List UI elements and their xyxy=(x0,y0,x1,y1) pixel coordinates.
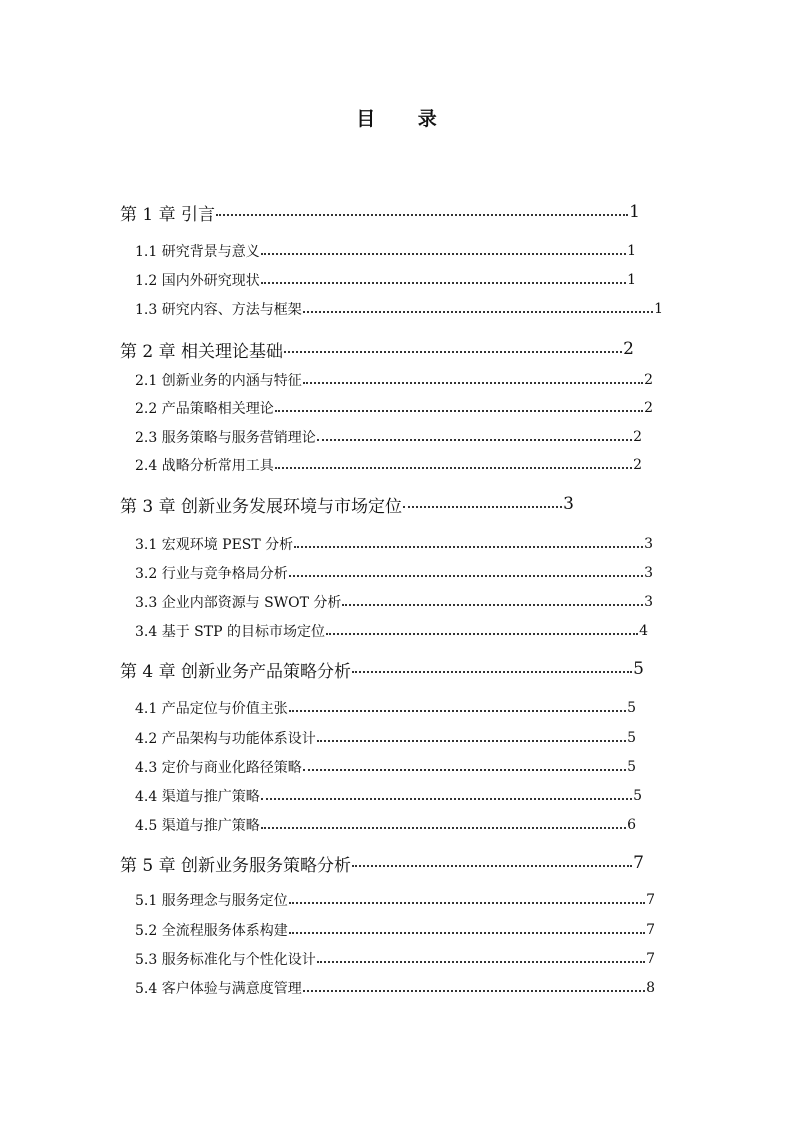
toc-page-number: 1 xyxy=(627,243,636,259)
toc-entry-title: 3.2 行业与竞争格局分析 xyxy=(135,566,288,582)
toc-entry-title: 5.2 全流程服务体系构建 xyxy=(135,923,288,939)
toc-entry-title: 第 1 章 引言 xyxy=(120,204,216,225)
toc-section-entry[interactable] xyxy=(135,532,653,556)
toc-section-entry[interactable] xyxy=(135,888,655,912)
toc-page-number: 8 xyxy=(646,980,655,996)
dot-leader xyxy=(294,545,643,548)
toc-entry-title: 4.1 产品定位与价值主张 xyxy=(135,701,288,717)
toc-chapter-entry[interactable] xyxy=(120,851,644,875)
toc-page-number: 3 xyxy=(563,494,574,514)
toc-section-entry[interactable] xyxy=(135,425,642,449)
toc-page-number: 6 xyxy=(627,817,636,833)
toc-chapter-entry[interactable] xyxy=(120,657,644,681)
toc-section-entry[interactable] xyxy=(135,297,663,321)
dot-leader xyxy=(352,864,632,867)
dot-leader xyxy=(317,960,645,963)
toc-page-number: 7 xyxy=(633,853,644,873)
dot-leader xyxy=(352,670,632,673)
toc-entry-title: 2.1 创新业务的内涵与特征 xyxy=(135,373,302,389)
toc-chapter-entry[interactable] xyxy=(120,337,634,361)
toc-entry-title: 2.2 产品策略相关理论 xyxy=(135,401,274,417)
toc-section-entry[interactable] xyxy=(135,453,642,477)
dot-leader xyxy=(317,739,626,742)
dot-leader xyxy=(284,350,622,353)
toc-page-number: 2 xyxy=(633,457,642,473)
dot-leader xyxy=(261,826,626,829)
toc-section-entry[interactable] xyxy=(135,813,636,837)
toc-entry-title: 4.4 渠道与推广策略 xyxy=(135,789,260,805)
toc-page-number: 7 xyxy=(646,922,655,938)
toc-entry-title: 2.3 服务策略与服务营销理论 xyxy=(135,430,316,446)
toc-entry-title: 3.1 宏观环境 PEST 分析 xyxy=(135,537,294,553)
toc-page-number: 3 xyxy=(644,565,653,581)
toc-page-number: 1 xyxy=(629,202,640,222)
dot-leader xyxy=(216,213,628,216)
toc-section-entry[interactable] xyxy=(135,696,636,720)
dot-leader xyxy=(317,438,632,441)
dot-leader xyxy=(403,505,562,508)
toc-section-entry[interactable] xyxy=(135,590,653,614)
dot-leader xyxy=(289,931,645,934)
toc-page-number: 3 xyxy=(644,594,653,610)
toc-chapter-entry[interactable] xyxy=(120,492,574,516)
toc-section-entry[interactable] xyxy=(135,561,653,585)
page-title: 目 录 xyxy=(356,108,455,130)
dot-leader xyxy=(289,574,643,577)
dot-leader xyxy=(303,768,626,771)
toc-section-entry[interactable] xyxy=(135,947,655,971)
toc-entry-title: 第 5 章 创新业务服务策略分析 xyxy=(120,855,352,876)
toc-entry-title: 第 4 章 创新业务产品策略分析 xyxy=(120,661,352,682)
dot-leader xyxy=(275,409,643,412)
toc-entry-title: 5.4 客户体验与满意度管理 xyxy=(135,981,302,997)
dot-leader xyxy=(289,709,626,712)
dot-leader xyxy=(303,989,645,992)
toc-page-number: 5 xyxy=(633,788,642,804)
toc-section-entry[interactable] xyxy=(135,976,655,1000)
toc-section-entry[interactable] xyxy=(135,239,636,263)
toc-chapter-entry[interactable] xyxy=(120,200,640,224)
toc-entry-title: 3.3 企业内部资源与 SWOT 分析 xyxy=(135,595,342,611)
toc-section-entry[interactable] xyxy=(135,396,653,420)
dot-leader xyxy=(261,252,626,255)
dot-leader xyxy=(261,797,632,800)
dot-leader xyxy=(275,466,632,469)
toc-entry-title: 4.5 渠道与推广策略 xyxy=(135,818,260,834)
toc-page-number: 5 xyxy=(627,759,636,775)
toc-section-entry[interactable] xyxy=(135,726,636,750)
toc-section-entry[interactable] xyxy=(135,368,653,392)
dot-leader xyxy=(326,632,638,635)
toc-section-entry[interactable] xyxy=(135,784,642,808)
toc-section-entry[interactable] xyxy=(135,268,636,292)
toc-section-entry[interactable] xyxy=(135,755,636,779)
toc-page-number: 5 xyxy=(627,700,636,716)
toc-entry-title: 5.1 服务理念与服务定位 xyxy=(135,893,288,909)
dot-leader xyxy=(289,901,645,904)
toc-entry-title: 3.4 基于 STP 的目标市场定位 xyxy=(135,624,325,640)
toc-page-number: 5 xyxy=(633,659,644,679)
dot-leader xyxy=(261,281,626,284)
toc-page-number: 1 xyxy=(654,301,663,317)
dot-leader xyxy=(342,603,643,606)
toc-entry-title: 1.2 国内外研究现状 xyxy=(135,273,260,289)
toc-entry-title: 1.1 研究背景与意义 xyxy=(135,244,260,260)
toc-section-entry[interactable] xyxy=(135,619,648,643)
toc-page-number: 7 xyxy=(646,892,655,908)
toc-entry-title: 4.3 定价与商业化路径策略 xyxy=(135,760,302,776)
toc-page-number: 1 xyxy=(627,272,636,288)
toc-entry-title: 第 3 章 创新业务发展环境与市场定位 xyxy=(120,496,403,517)
toc-entry-title: 2.4 战略分析常用工具 xyxy=(135,458,274,474)
toc-page-number: 2 xyxy=(633,429,642,445)
dot-leader xyxy=(303,381,643,384)
toc-page-number: 2 xyxy=(644,400,653,416)
toc-entry-title: 1.3 研究内容、方法与框架 xyxy=(135,302,302,318)
toc-page-number: 3 xyxy=(644,536,653,552)
dot-leader xyxy=(303,310,653,313)
toc-entry-title: 4.2 产品架构与功能体系设计 xyxy=(135,731,316,747)
toc-entry-title: 第 2 章 相关理论基础 xyxy=(120,341,284,362)
toc-entry-title: 5.3 服务标准化与个性化设计 xyxy=(135,952,316,968)
toc-page-number: 4 xyxy=(639,623,648,639)
toc-section-entry[interactable] xyxy=(135,918,655,942)
toc-page-number: 2 xyxy=(623,339,634,359)
toc-page-number: 7 xyxy=(646,951,655,967)
toc-page-number: 2 xyxy=(644,372,653,388)
toc-page-number: 5 xyxy=(627,730,636,746)
